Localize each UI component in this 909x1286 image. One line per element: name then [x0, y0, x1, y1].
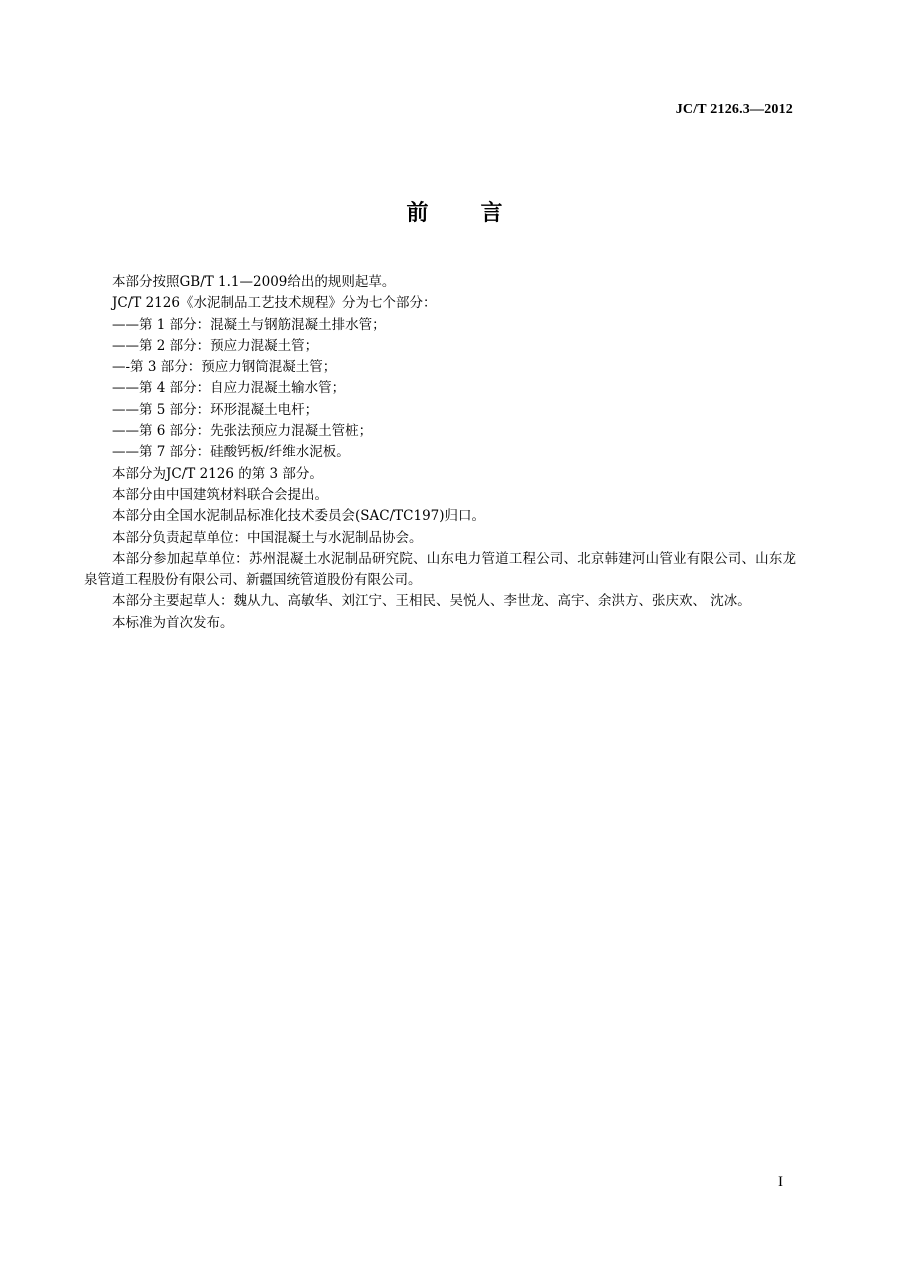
- list-item: ——第 5 部分：环形混凝土电杆；: [112, 401, 319, 418]
- list-item: ——第 4 部分：自应力混凝土输水管；: [112, 380, 346, 397]
- list-item: ——第 2 部分：预应力混凝土管；: [112, 337, 319, 354]
- page-number: I: [778, 1174, 783, 1190]
- paragraph: 本部分按照GB/T 1.1—2009给出的规则起草。: [112, 274, 396, 290]
- foreword-body: [84, 272, 796, 634]
- paragraph: JC/T 2126《水泥制品工艺技术规程》分为七个部分：: [112, 295, 437, 312]
- paragraph: 本部分由全国水泥制品标准化技术委员会(SAC/TC197)归口。: [112, 508, 486, 525]
- list-item: ——第 6 部分：先张法预应力混凝土管桩；: [112, 423, 373, 440]
- list-item: ——第 7 部分：硅酸钙板/纤维水泥板。: [112, 444, 350, 461]
- list-item: —-第 3 部分：预应力钢筒混凝土管；: [112, 359, 337, 376]
- paragraph: 本部分为JC/T 2126 的第 3 部分。: [112, 465, 323, 482]
- standard-number: JC/T 2126.3—2012: [675, 102, 793, 117]
- paragraph: 本标准为首次发布。: [112, 614, 234, 631]
- paragraph: 本部分主要起草人：魏从九、高敏华、刘江宁、王相民、吴悦人、李世龙、高宇、余洪方、张庆欢、 沈冰。: [112, 593, 751, 610]
- paragraph: 本部分由中国建筑材料联合会提出。: [112, 486, 328, 503]
- list-item: ——第 1 部分：混凝土与钢筋混凝土排水管；: [112, 316, 386, 333]
- page-title: 前言: [406, 201, 555, 226]
- paragraph: 本部分参加起草单位：苏州混凝土水泥制品研究院、山东电力管道工程公司、北京韩建河山管业有限公司、山东龙泉管道工程股份有限公司、新疆国统管道股份有限公司。: [84, 550, 796, 589]
- paragraph: 本部分负责起草单位：中国混凝土与水泥制品协会。: [112, 529, 423, 546]
